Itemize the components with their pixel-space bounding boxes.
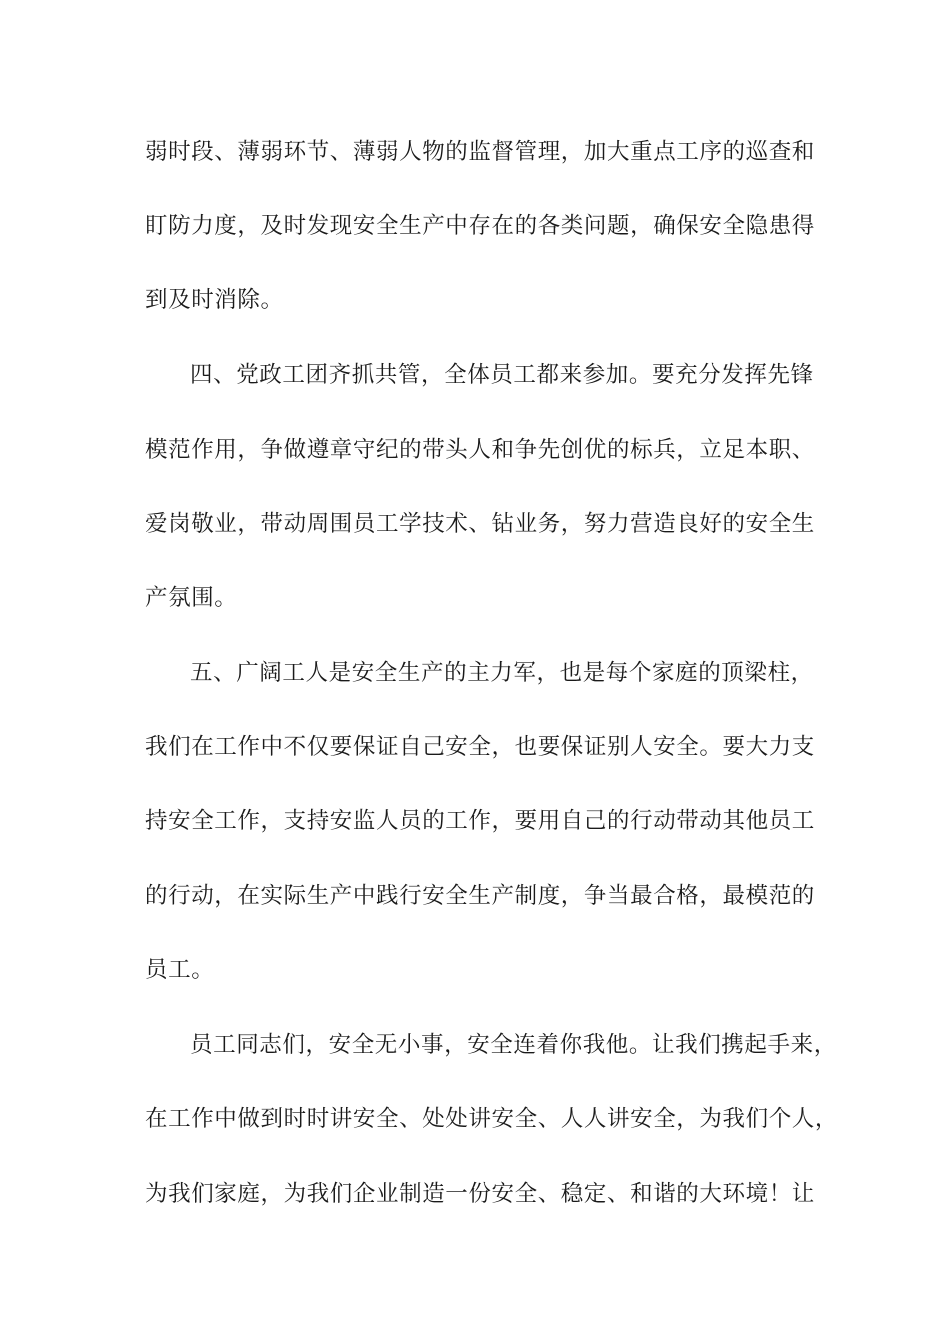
text-line: 员工。 [145,957,215,983]
text-line: 盯防力度，及时发现安全生产中存在的各类问题，确保安全隐患得 [145,213,815,239]
text-line: 持安全工作，支持安监人员的工作，要用自己的行动带动其他员工 [145,808,815,834]
paragraph-5-first-line: 五、广阔工人是安全生产的主力军，也是每个家庭的顶梁柱， [190,660,814,686]
text-line: 产氛围。 [145,585,238,611]
text-line: 到及时消除。 [145,287,284,313]
text-line: 我们在工作中不仅要保证自己安全，也要保证别人安全。要大力支 [145,734,815,760]
text-line: 的行动，在实际生产中践行安全生产制度，争当最合格，最模范的 [145,883,815,909]
text-line: 模范作用，争做遵章守纪的带头人和争先创优的标兵，立足本职、 [145,437,815,463]
text-line: 爱岗敬业，带动周围员工学技术、钻业务，努力营造良好的安全生 [145,511,815,537]
text-line: 弱时段、薄弱环节、薄弱人物的监督管理，加大重点工序的巡查和 [145,139,815,165]
text-line: 为我们家庭，为我们企业制造一份安全、稳定、和谐的大环境！让 [145,1181,815,1207]
closing-paragraph-first-line: 员工同志们，安全无小事，安全连着你我他。让我们携起手来， [190,1032,837,1058]
text-line: 在工作中做到时时讲安全、处处讲安全、人人讲安全，为我们个人， [145,1106,839,1132]
paragraph-4-first-line: 四、党政工团齐抓共管，全体员工都来参加。要充分发挥先锋 [190,362,814,388]
